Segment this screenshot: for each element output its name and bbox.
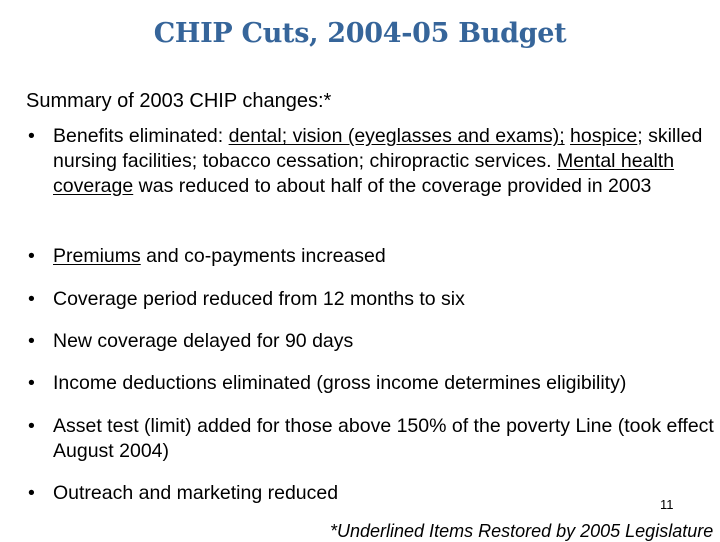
page-number: 11: [660, 497, 674, 512]
slide-title: CHIP Cuts, 2004-05 Budget: [153, 18, 567, 49]
bullet-icon: •: [28, 288, 35, 310]
text-segment: and co-payments increased: [140, 245, 386, 267]
bullet-icon: •: [28, 330, 35, 352]
bullet-text: [53, 244, 718, 269]
underlined-segment: Premiums: [53, 245, 141, 267]
bullet-text: Asset test (limit) added for those above 150% of the poverty Line (took effect August 2004): [53, 415, 714, 462]
bullet-text: Income deductions eliminated (gross income determines eligibility): [53, 372, 627, 394]
underlined-segment: Mental health coverage: [53, 150, 675, 197]
bullet-text: [53, 124, 718, 199]
text-segment: was reduced to about half of the coverage provided in 2003: [133, 175, 652, 197]
bullet-text: New coverage delayed for 90 days: [53, 330, 354, 352]
summary-heading: Summary of 2003 CHIP changes:*: [26, 90, 332, 112]
bullet-icon: •: [28, 415, 35, 437]
text-segment: ; skilled nursing facilities; tobacco cessation; chiropractic services.: [53, 125, 703, 172]
bullet-icon: •: [28, 372, 35, 394]
underlined-segment: dental; vision (eyeglasses and exams);: [228, 125, 565, 147]
bullet-icon: •: [28, 125, 35, 147]
bullet-text: Outreach and marketing reduced: [53, 482, 339, 504]
bullet-icon: •: [28, 245, 35, 267]
bullet-text: Coverage period reduced from 12 months to six: [53, 288, 465, 310]
text-segment: Benefits eliminated:: [53, 125, 229, 147]
footnote: *Underlined Items Restored by 2005 Legislature: [330, 521, 714, 541]
bullet-icon: •: [28, 482, 35, 504]
underlined-segment: hospice: [570, 125, 638, 147]
